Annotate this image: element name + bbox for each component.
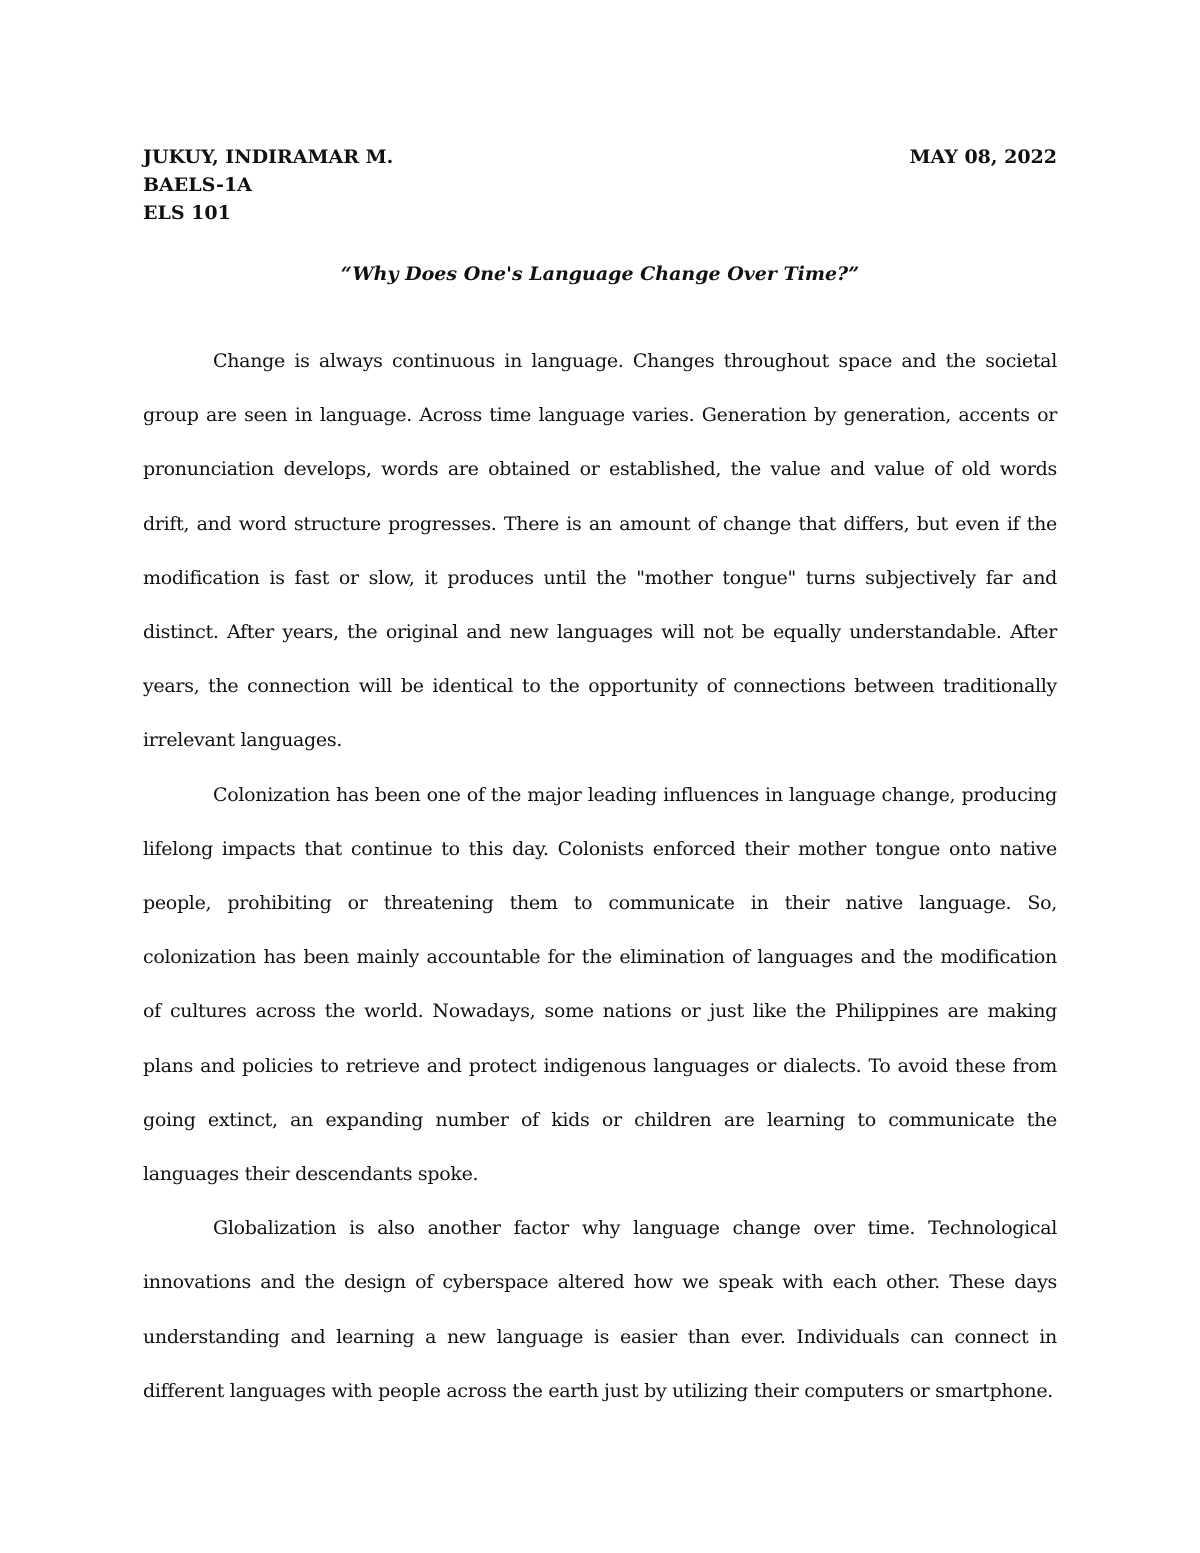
header-first-row: [143, 143, 1057, 171]
document-header: [143, 143, 1057, 227]
class-section: BAELS-1A: [143, 174, 252, 196]
essay-body: [143, 334, 1057, 1418]
course-code: ELS 101: [143, 202, 231, 224]
author-name: JUKUY, INDIRAMAR M.: [143, 146, 394, 168]
paragraph-3: Globalization is also another factor why language change over time. Technological innovations and the design of cyberspace altered how we speak with each other. These days understanding and learning a new language is easier than ever. Individuals can connect in different languages with people across the earth just by utilizing their computers or smartphone.: [143, 1217, 1057, 1402]
essay-title: “Why Does One's Language Change Over Time?”: [340, 263, 860, 285]
document-date: MAY 08, 2022: [909, 146, 1057, 168]
paragraph-1: Change is always continuous in language. Changes throughout space and the societal group are seen in language. Across time language varies. Generation by generation, accents or pronunciation develops, words are obtained or established, the value and value of old words drift, and word structure progresses. There is an amount of change that differs, but even if the modification is fast or slow, it produces until the "mother tongue" turns subjectively far and distinct. After years, the original and new languages will not be equally understandable. After years, the connection will be identical to the opportunity of connections between traditionally irrelevant languages.: [143, 350, 1057, 752]
paragraph-2: Colonization has been one of the major leading influences in language change, producing lifelong impacts that continue to this day. Colonists enforced their mother tongue onto native people, prohibiting or threatening them to communicate in their native language. So, colonization has been mainly accountable for the elimination of languages and the modification of cultures across the world. Nowadays, some nations or just like the Philippines are making plans and policies to retrieve and protect indigenous languages or dialects. To avoid these from going extinct, an expanding number of kids or children are learning to communicate the languages their descendants spoke.: [143, 783, 1057, 1186]
